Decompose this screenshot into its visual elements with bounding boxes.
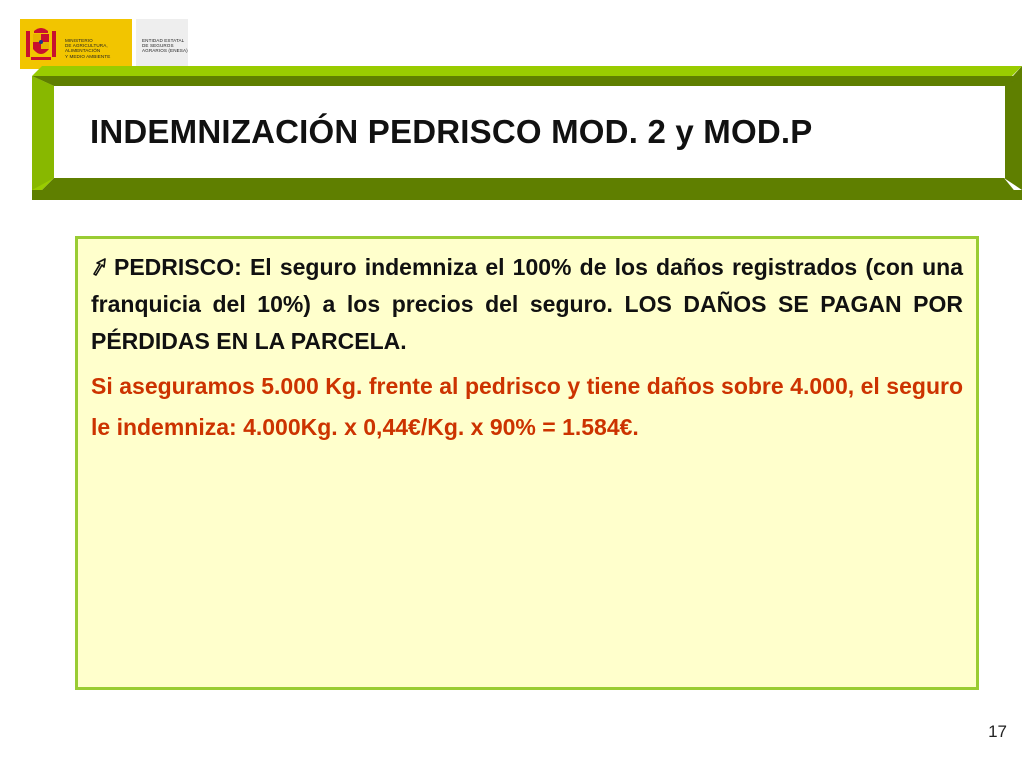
arrow-bullet-icon [91,256,113,278]
slide-title: INDEMNIZACIÓN PEDRISCO MOD. 2 y MOD.P [90,113,813,150]
paragraph-pedrisco [91,249,963,360]
paragraph1-text: PEDRISCO: El seguro indemniza el 100% de los daños registrados (con una franquicia del 10%) a los precios del seguro. LOS DAÑOS SE PAGAN POR PÉRDIDAS EN LA PARCELA. [91,254,963,354]
ministry-name: MINISTERIO DE AGRICULTURA, ALIMENTACIÓN Y MEDIO AMBIENTE [65,38,111,59]
entity-name: ENTIDAD ESTATAL DE SEGUROS AGRARIOS (ENESA) [142,38,188,54]
title-box [54,86,1005,178]
content-box [75,236,979,690]
page-number: 17 [988,722,1007,741]
paragraph-example: Si aseguramos 5.000 Kg. frente al pedrisco y tiene daños sobre 4.000, el seguro le indemniza: 4.000Kg. x 0,44€/Kg. x 90% = 1.584€. [91,373,963,440]
